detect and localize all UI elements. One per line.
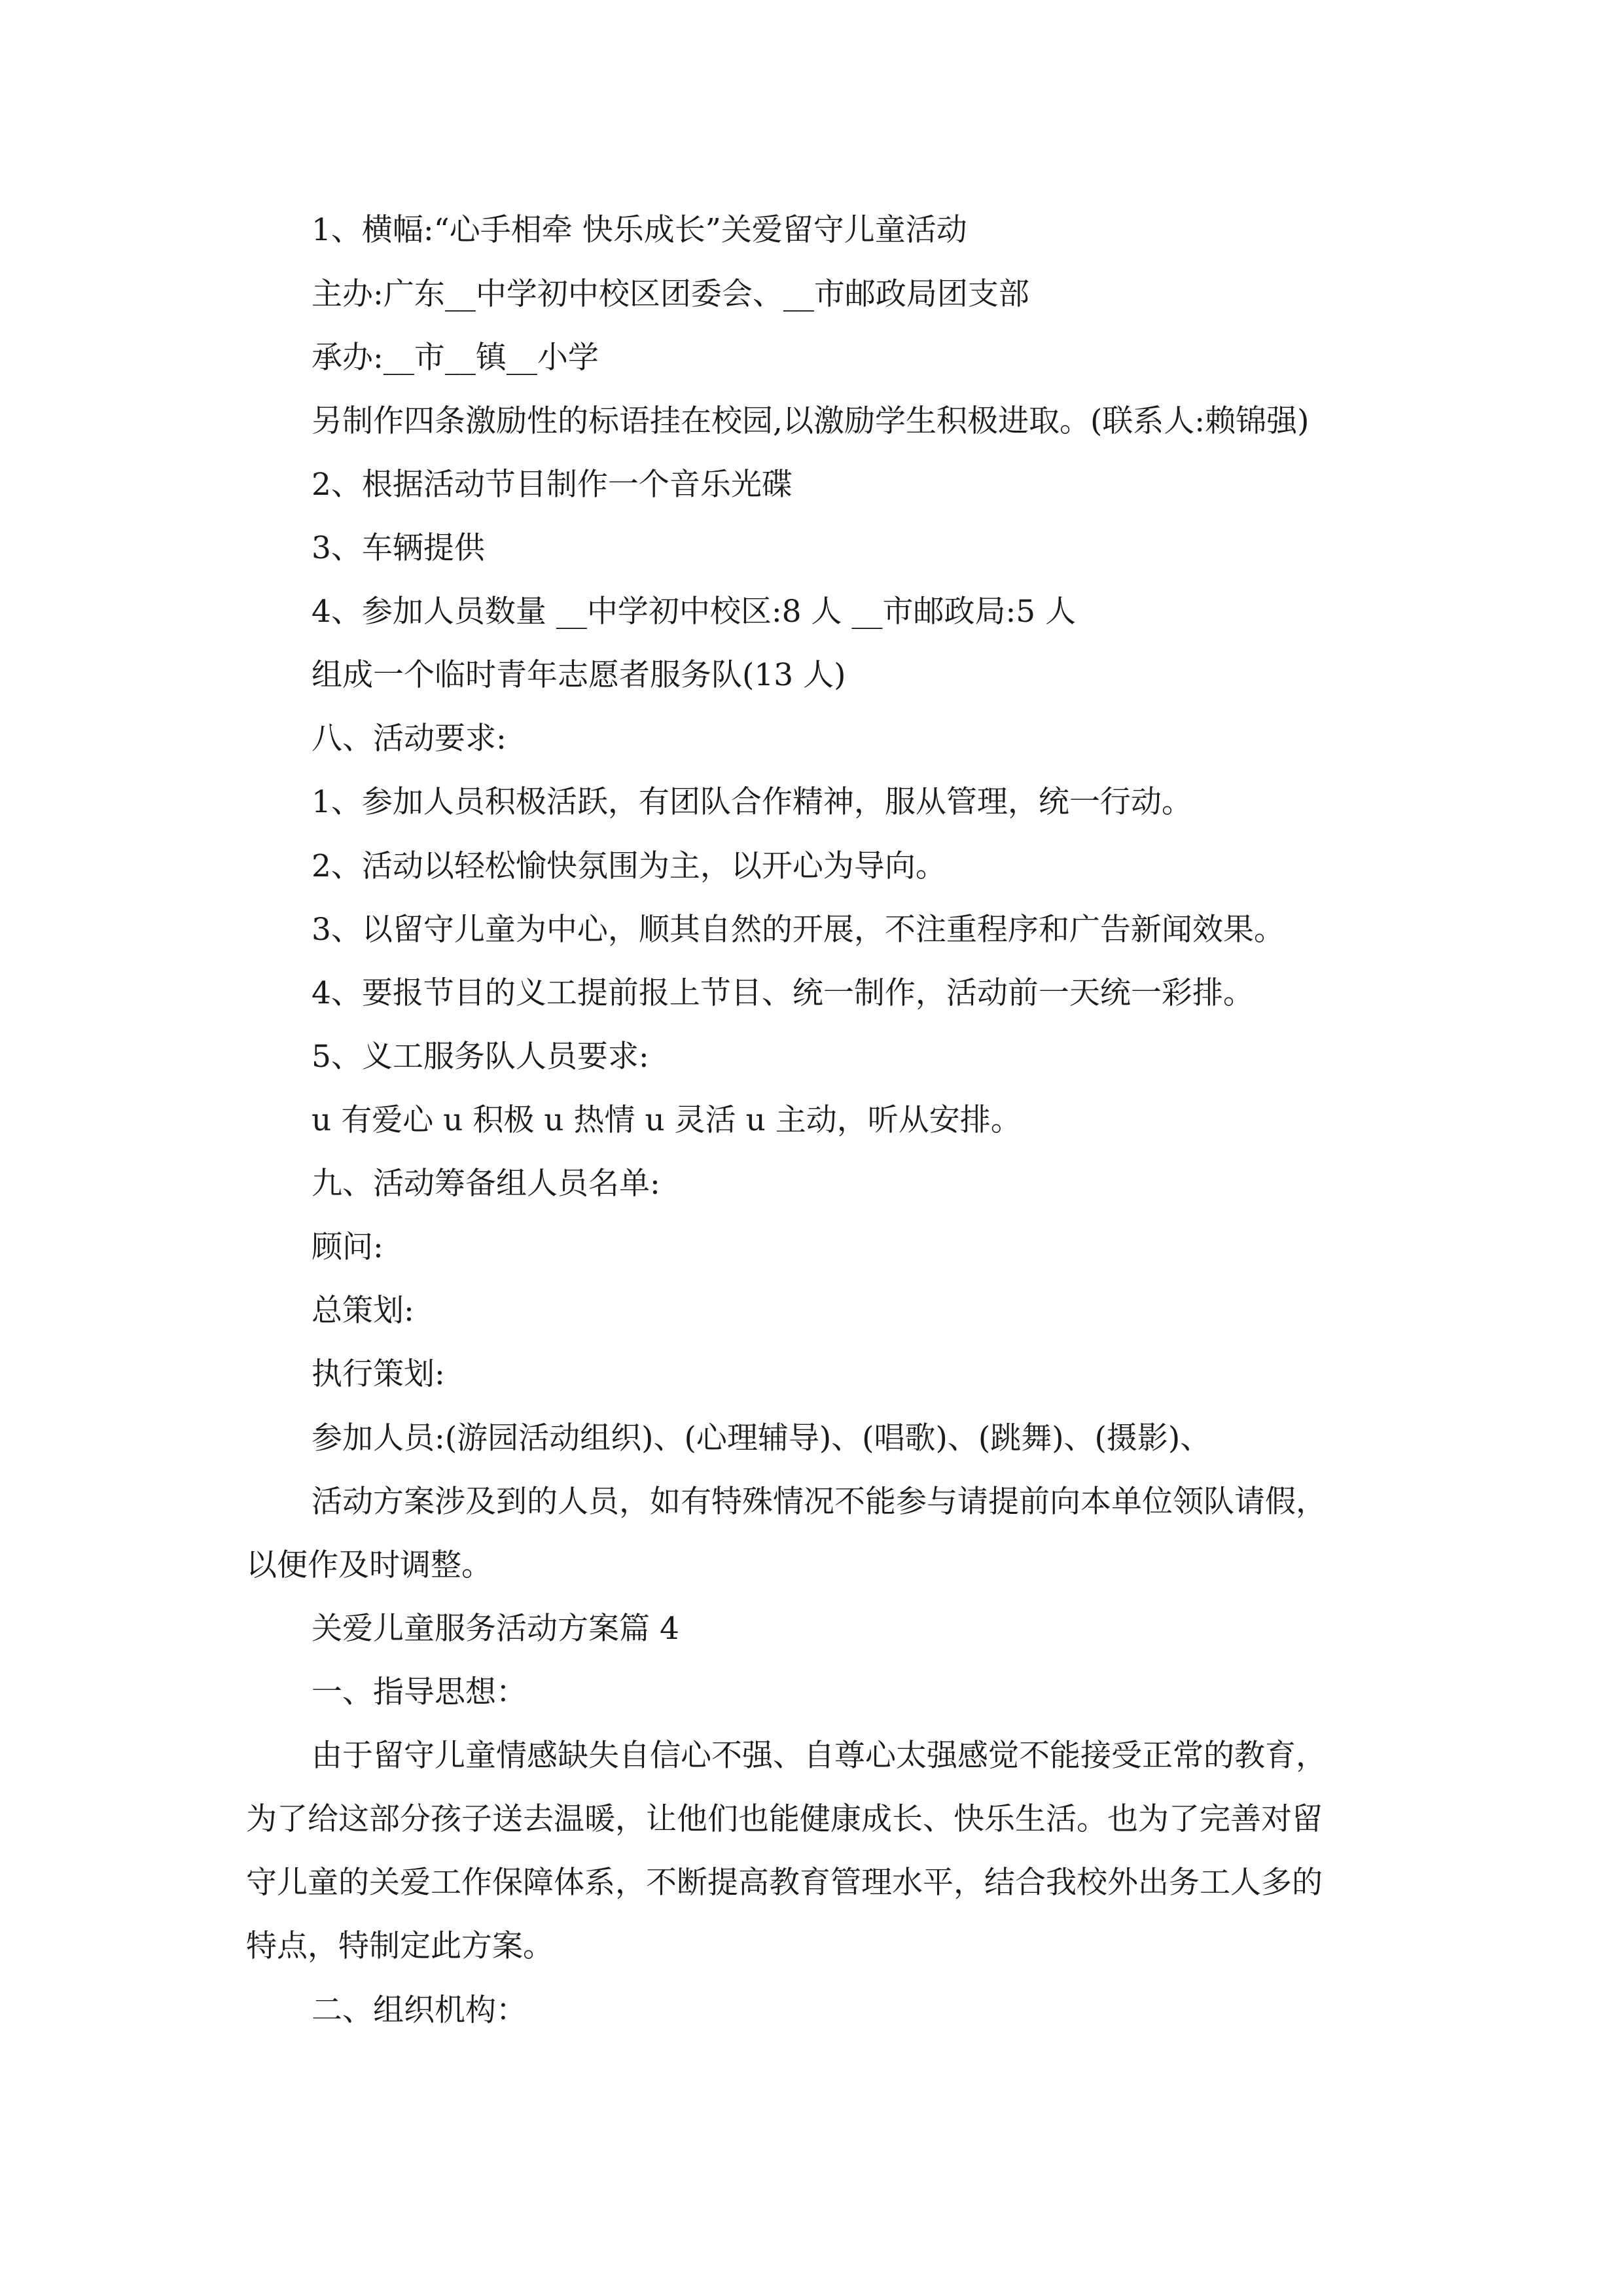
organizer-line: 承办:__市__镇__小学 [312,340,599,376]
section-heading-organization: 二、组织机构： [312,1992,527,2028]
requirement-item-4: 4、要报节目的义工提前报上节目、统一制作，活动前一天统一彩排。 [312,975,1254,1011]
plan-4-title: 关爱儿童服务活动方案篇 4 [312,1611,679,1647]
section-heading-guiding-ideology: 一、指导思想： [312,1674,527,1710]
leave-notice-line: 活动方案涉及到的人员，如有特殊情况不能参与请提前向本单位领队请假， [312,1484,1327,1520]
banner-item: 1、横幅:“心手相牵 快乐成长”关爱留守儿童活动 [312,212,967,248]
volunteer-traits-line: u 有爱心 u 积极 u 热情 u 灵活 u 主动，听从安排。 [312,1102,1022,1138]
paragraph-line-4: 特点，特制定此方案。 [246,1928,554,1964]
requirement-item-1: 1、参加人员积极活跃，有团队合作精神，服从管理，统一行动。 [312,784,1192,820]
requirement-item-3: 3、以留守儿童为中心，顺其自然的开展，不注重程序和广告新闻效果。 [312,912,1285,948]
music-cd-item: 2、根据活动节目制作一个音乐光碟 [312,467,793,503]
section-heading-requirements: 八、活动要求: [312,721,507,757]
leave-notice-continuation: 以便作及时调整。 [246,1547,492,1583]
host-line: 主办:广东__中学初中校区团委会、__市邮政局团支部 [312,276,1029,312]
participants-count-item: 4、参加人员数量 __中学初中校区:8 人 __市邮政局:5 人 [312,594,1077,630]
paragraph-line-2: 为了给这部分孩子送去温暖，让他们也能健康成长、快乐生活。也为了完善对留 [246,1801,1323,1837]
paragraph-line-1: 由于留守儿童情感缺失自信心不强、自尊心太强感觉不能接受正常的教育， [312,1738,1327,1774]
slogan-line: 另制作四条激励性的标语挂在校园,以激励学生积极进取。(联系人:赖锦强) [312,403,1310,439]
section-heading-staff-list: 九、活动筹备组人员名单: [312,1166,660,1202]
requirement-item-2: 2、活动以轻松愉快氛围为主，以开心为导向。 [312,848,946,884]
executive-planner-line: 执行策划: [312,1356,445,1392]
requirement-item-5: 5、义工服务队人员要求: [312,1039,649,1075]
paragraph-line-3: 守儿童的关爱工作保障体系，不断提高教育管理水平，结合我校外出务工人多的 [246,1865,1323,1901]
volunteer-team-line: 组成一个临时青年志愿者服务队(13 人) [312,657,846,693]
participants-line: 参加人员:(游园活动组织)、(心理辅导)、(唱歌)、(跳舞)、(摄影)、 [312,1420,1211,1456]
chief-planner-line: 总策划: [312,1293,414,1329]
advisor-line: 顾问: [312,1229,383,1265]
vehicle-item: 3、车辆提供 [312,530,485,566]
